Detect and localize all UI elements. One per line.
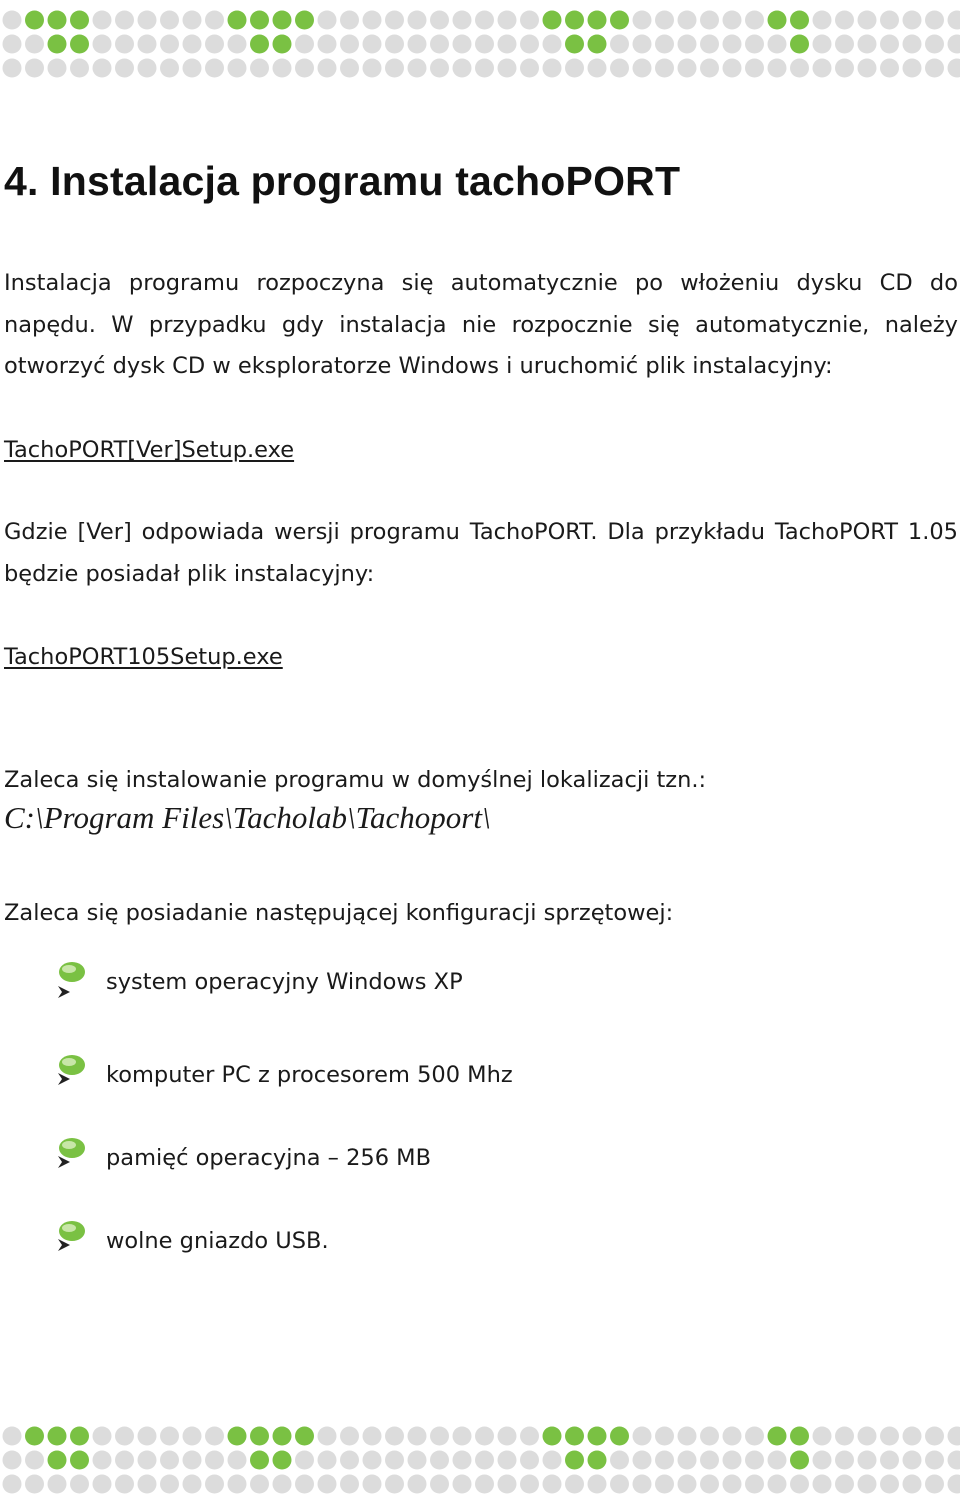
decorative-dot bbox=[723, 11, 742, 30]
decorative-dot bbox=[295, 59, 314, 78]
decorative-dot bbox=[183, 1475, 202, 1494]
decorative-dot bbox=[880, 35, 899, 54]
decorative-dot bbox=[183, 35, 202, 54]
decorative-dot bbox=[745, 1451, 764, 1470]
decorative-dot bbox=[610, 1427, 629, 1446]
decorative-dot bbox=[475, 59, 494, 78]
default-install-path: C:\Program Files\Tacholab\Tachoport\ bbox=[4, 800, 491, 835]
dot-pattern-graphic bbox=[0, 1424, 960, 1500]
requirement-item bbox=[52, 960, 752, 1004]
decorative-dot bbox=[588, 11, 607, 30]
decorative-dot bbox=[520, 35, 539, 54]
setup-file-name: TachoPORT[Ver]Setup.exe bbox=[4, 437, 295, 463]
decorative-dot bbox=[340, 1451, 359, 1470]
decorative-dot bbox=[948, 35, 960, 54]
decorative-dot bbox=[430, 1451, 449, 1470]
decorative-dot bbox=[858, 1427, 877, 1446]
decorative-dot bbox=[948, 1475, 960, 1494]
decorative-dot bbox=[115, 35, 134, 54]
decorative-dot bbox=[183, 1427, 202, 1446]
decorative-dot bbox=[205, 59, 224, 78]
decorative-dot bbox=[633, 1427, 652, 1446]
decorative-dot bbox=[475, 1475, 494, 1494]
decorative-dot bbox=[408, 59, 427, 78]
decorative-dot bbox=[588, 1451, 607, 1470]
decorative-dot bbox=[385, 1451, 404, 1470]
decorative-dot bbox=[655, 1427, 674, 1446]
decorative-dot bbox=[948, 1427, 960, 1446]
decorative-dot bbox=[678, 1451, 697, 1470]
decorative-dot bbox=[48, 59, 67, 78]
decorative-dot bbox=[25, 59, 44, 78]
decorative-dot bbox=[903, 1427, 922, 1446]
decorative-dot bbox=[925, 35, 944, 54]
decorative-dot bbox=[700, 35, 719, 54]
decorative-dot bbox=[700, 11, 719, 30]
decorative-dot bbox=[93, 1451, 112, 1470]
decorative-dot bbox=[115, 1451, 134, 1470]
decorative-dot bbox=[520, 1427, 539, 1446]
decorative-dot bbox=[160, 35, 179, 54]
decorative-dot bbox=[340, 59, 359, 78]
decorative-dot bbox=[160, 59, 179, 78]
decorative-dot bbox=[25, 1451, 44, 1470]
decorative-dot bbox=[813, 35, 832, 54]
decorative-dot bbox=[25, 1475, 44, 1494]
decorative-dot bbox=[453, 35, 472, 54]
requirement-text: komputer PC z procesorem 500 Mhz bbox=[106, 1062, 513, 1088]
decorative-dot bbox=[835, 1451, 854, 1470]
decorative-dot bbox=[610, 11, 629, 30]
decorative-dot bbox=[295, 1427, 314, 1446]
decorative-dot bbox=[408, 1427, 427, 1446]
decorative-dot bbox=[835, 59, 854, 78]
decorative-dot bbox=[813, 1475, 832, 1494]
decorative-dot bbox=[655, 1451, 674, 1470]
decorative-dot bbox=[498, 1451, 517, 1470]
decorative-dot bbox=[340, 35, 359, 54]
decorative-dot bbox=[790, 1451, 809, 1470]
decorative-dot bbox=[723, 1475, 742, 1494]
decorative-dot bbox=[205, 11, 224, 30]
decorative-dot bbox=[93, 59, 112, 78]
decorative-dot bbox=[925, 1427, 944, 1446]
decorative-dot bbox=[543, 35, 562, 54]
decorative-dot bbox=[948, 59, 960, 78]
decorative-dot bbox=[408, 35, 427, 54]
decorative-dot bbox=[340, 1427, 359, 1446]
decorative-dot bbox=[498, 59, 517, 78]
decorative-dot bbox=[700, 59, 719, 78]
decorative-dot bbox=[70, 1475, 89, 1494]
decorative-dot bbox=[453, 1451, 472, 1470]
footer-dot-pattern bbox=[0, 1424, 960, 1500]
decorative-dot bbox=[543, 1475, 562, 1494]
decorative-dot bbox=[925, 59, 944, 78]
decorative-dot bbox=[138, 35, 157, 54]
decorative-dot bbox=[835, 35, 854, 54]
decorative-dot bbox=[363, 35, 382, 54]
decorative-dot bbox=[813, 59, 832, 78]
decorative-dot bbox=[318, 1427, 337, 1446]
decorative-dot bbox=[723, 1451, 742, 1470]
green-arrow-check-icon bbox=[52, 960, 90, 1002]
decorative-dot bbox=[543, 59, 562, 78]
decorative-dot bbox=[835, 11, 854, 30]
decorative-dot bbox=[93, 1475, 112, 1494]
decorative-dot bbox=[363, 1427, 382, 1446]
decorative-dot bbox=[160, 1451, 179, 1470]
decorative-dot bbox=[498, 1427, 517, 1446]
decorative-dot bbox=[520, 1451, 539, 1470]
decorative-dot bbox=[183, 1451, 202, 1470]
decorative-dot bbox=[250, 59, 269, 78]
decorative-dot bbox=[273, 1451, 292, 1470]
decorative-dot bbox=[655, 59, 674, 78]
decorative-dot bbox=[588, 1427, 607, 1446]
decorative-dot bbox=[633, 1451, 652, 1470]
decorative-dot bbox=[700, 1475, 719, 1494]
decorative-dot bbox=[925, 11, 944, 30]
decorative-dot bbox=[408, 1451, 427, 1470]
decorative-dot bbox=[250, 1475, 269, 1494]
decorative-dot bbox=[273, 1427, 292, 1446]
decorative-dot bbox=[678, 35, 697, 54]
decorative-dot bbox=[295, 1475, 314, 1494]
decorative-dot bbox=[205, 1475, 224, 1494]
decorative-dot bbox=[228, 59, 247, 78]
decorative-dot bbox=[70, 11, 89, 30]
decorative-dot bbox=[723, 35, 742, 54]
requirement-text: pamięć operacyjna – 256 MB bbox=[106, 1145, 432, 1171]
decorative-dot bbox=[48, 1427, 67, 1446]
decorative-dot bbox=[790, 1427, 809, 1446]
decorative-dot bbox=[655, 11, 674, 30]
decorative-dot bbox=[205, 1427, 224, 1446]
decorative-dot bbox=[903, 1475, 922, 1494]
decorative-dot bbox=[633, 1475, 652, 1494]
decorative-dot bbox=[813, 11, 832, 30]
decorative-dot bbox=[48, 11, 67, 30]
decorative-dot bbox=[813, 1451, 832, 1470]
decorative-dot bbox=[700, 1427, 719, 1446]
decorative-dot bbox=[948, 1451, 960, 1470]
decorative-dot bbox=[610, 1451, 629, 1470]
decorative-dot bbox=[408, 1475, 427, 1494]
decorative-dot bbox=[93, 35, 112, 54]
decorative-dot bbox=[430, 11, 449, 30]
decorative-dot bbox=[183, 11, 202, 30]
decorative-dot bbox=[903, 1451, 922, 1470]
decorative-dot bbox=[3, 11, 22, 30]
decorative-dot bbox=[205, 35, 224, 54]
decorative-dot bbox=[745, 59, 764, 78]
decorative-dot bbox=[115, 11, 134, 30]
decorative-dot bbox=[295, 1451, 314, 1470]
decorative-dot bbox=[318, 1451, 337, 1470]
decorative-dot bbox=[768, 59, 787, 78]
decorative-dot bbox=[138, 11, 157, 30]
green-arrow-check-icon bbox=[52, 1053, 90, 1095]
version-note-paragraph: Gdzie [Ver] odpowiada wersji programu TachoPORT. Dla przykładu TachoPORT 1.05 będzie posiadał plik instalacyjny: bbox=[4, 519, 958, 587]
decorative-dot bbox=[160, 1427, 179, 1446]
decorative-dot bbox=[453, 1475, 472, 1494]
decorative-dot bbox=[790, 35, 809, 54]
decorative-dot bbox=[610, 35, 629, 54]
decorative-dot bbox=[925, 1451, 944, 1470]
decorative-dot bbox=[138, 59, 157, 78]
decorative-dot bbox=[273, 59, 292, 78]
decorative-dot bbox=[768, 1427, 787, 1446]
decorative-dot bbox=[475, 1451, 494, 1470]
intro-paragraph: Instalacja programu rozpoczyna się automatycznie po włożeniu dysku CD do napędu. W przypadku gdy instalacja nie rozpocznie się automatycznie, należy otworzyć dysk CD w eksploratorze Windows i uruchomić plik instalacyjny: bbox=[4, 270, 958, 379]
decorative-dot bbox=[70, 35, 89, 54]
decorative-dot bbox=[790, 11, 809, 30]
decorative-dot bbox=[363, 59, 382, 78]
decorative-dot bbox=[363, 1475, 382, 1494]
decorative-dot bbox=[3, 1475, 22, 1494]
decorative-dot bbox=[273, 11, 292, 30]
decorative-dot bbox=[295, 11, 314, 30]
decorative-dot bbox=[543, 1427, 562, 1446]
decorative-dot bbox=[385, 11, 404, 30]
decorative-dot bbox=[318, 35, 337, 54]
decorative-dot bbox=[430, 59, 449, 78]
decorative-dot bbox=[880, 1451, 899, 1470]
decorative-dot bbox=[610, 59, 629, 78]
decorative-dot bbox=[678, 59, 697, 78]
decorative-dot bbox=[138, 1427, 157, 1446]
decorative-dot bbox=[385, 1475, 404, 1494]
decorative-dot bbox=[858, 1475, 877, 1494]
decorative-dot bbox=[138, 1451, 157, 1470]
decorative-dot bbox=[745, 1475, 764, 1494]
requirement-item bbox=[52, 1053, 752, 1097]
decorative-dot bbox=[430, 35, 449, 54]
decorative-dot bbox=[543, 11, 562, 30]
decorative-dot bbox=[70, 59, 89, 78]
requirement-text: wolne gniazdo USB. bbox=[106, 1228, 329, 1254]
decorative-dot bbox=[318, 59, 337, 78]
decorative-dot bbox=[610, 1475, 629, 1494]
decorative-dot bbox=[115, 1475, 134, 1494]
decorative-dot bbox=[768, 11, 787, 30]
decorative-dot bbox=[565, 1427, 584, 1446]
decorative-dot bbox=[3, 59, 22, 78]
decorative-dot bbox=[903, 35, 922, 54]
decorative-dot bbox=[520, 11, 539, 30]
green-arrow-check-icon bbox=[52, 1136, 90, 1178]
requirements-intro: Zaleca się posiadanie następującej konfiguracji sprzętowej: bbox=[4, 900, 674, 926]
decorative-dot bbox=[138, 1475, 157, 1494]
decorative-dot bbox=[835, 1427, 854, 1446]
page-title: 4. Instalacja programu tachoPORT bbox=[4, 158, 681, 204]
decorative-dot bbox=[835, 1475, 854, 1494]
decorative-dot bbox=[228, 1475, 247, 1494]
decorative-dot bbox=[70, 1427, 89, 1446]
decorative-dot bbox=[160, 11, 179, 30]
decorative-dot bbox=[925, 1475, 944, 1494]
decorative-dot bbox=[318, 11, 337, 30]
decorative-dot bbox=[880, 1427, 899, 1446]
header-dot-pattern bbox=[0, 8, 960, 84]
decorative-dot bbox=[318, 1475, 337, 1494]
decorative-dot bbox=[813, 1427, 832, 1446]
decorative-dot bbox=[430, 1427, 449, 1446]
decorative-dot bbox=[93, 1427, 112, 1446]
decorative-dot bbox=[453, 1427, 472, 1446]
decorative-dot bbox=[93, 11, 112, 30]
decorative-dot bbox=[520, 59, 539, 78]
decorative-dot bbox=[453, 11, 472, 30]
decorative-dot bbox=[880, 11, 899, 30]
decorative-dot bbox=[565, 1451, 584, 1470]
decorative-dot bbox=[498, 1475, 517, 1494]
decorative-dot bbox=[475, 35, 494, 54]
requirement-text: system operacyjny Windows XP bbox=[106, 969, 463, 995]
dot-pattern-graphic bbox=[0, 8, 960, 84]
decorative-dot bbox=[228, 1451, 247, 1470]
decorative-dot bbox=[633, 59, 652, 78]
decorative-dot bbox=[3, 1451, 22, 1470]
decorative-dot bbox=[565, 35, 584, 54]
decorative-dot bbox=[768, 35, 787, 54]
decorative-dot bbox=[160, 1475, 179, 1494]
decorative-dot bbox=[498, 35, 517, 54]
decorative-dot bbox=[745, 1427, 764, 1446]
green-arrow-check-icon bbox=[52, 1219, 90, 1261]
decorative-dot bbox=[475, 11, 494, 30]
decorative-dot bbox=[633, 35, 652, 54]
decorative-dot bbox=[453, 59, 472, 78]
decorative-dot bbox=[903, 59, 922, 78]
decorative-dot bbox=[70, 1451, 89, 1470]
decorative-dot bbox=[3, 1427, 22, 1446]
decorative-dot bbox=[340, 1475, 359, 1494]
decorative-dot bbox=[655, 35, 674, 54]
decorative-dot bbox=[48, 1475, 67, 1494]
decorative-dot bbox=[25, 11, 44, 30]
decorative-dot bbox=[588, 1475, 607, 1494]
decorative-dot bbox=[633, 11, 652, 30]
decorative-dot bbox=[48, 1451, 67, 1470]
decorative-dot bbox=[678, 1427, 697, 1446]
decorative-dot bbox=[205, 1451, 224, 1470]
requirement-item bbox=[52, 1219, 752, 1263]
decorative-dot bbox=[768, 1475, 787, 1494]
example-file-name: TachoPORT105Setup.exe bbox=[4, 644, 283, 670]
location-note: Zaleca się instalowanie programu w domyślnej lokalizacji tzn.: bbox=[4, 767, 707, 793]
decorative-dot bbox=[948, 11, 960, 30]
decorative-dot bbox=[363, 1451, 382, 1470]
decorative-dot bbox=[25, 35, 44, 54]
decorative-dot bbox=[273, 35, 292, 54]
decorative-dot bbox=[880, 1475, 899, 1494]
decorative-dot bbox=[678, 11, 697, 30]
decorative-dot bbox=[520, 1475, 539, 1494]
decorative-dot bbox=[723, 59, 742, 78]
decorative-dot bbox=[385, 1427, 404, 1446]
decorative-dot bbox=[408, 11, 427, 30]
decorative-dot bbox=[183, 59, 202, 78]
decorative-dot bbox=[880, 59, 899, 78]
decorative-dot bbox=[790, 1475, 809, 1494]
decorative-dot bbox=[115, 1427, 134, 1446]
decorative-dot bbox=[745, 35, 764, 54]
decorative-dot bbox=[768, 1451, 787, 1470]
decorative-dot bbox=[543, 1451, 562, 1470]
decorative-dot bbox=[25, 1427, 44, 1446]
decorative-dot bbox=[3, 35, 22, 54]
decorative-dot bbox=[565, 11, 584, 30]
decorative-dot bbox=[295, 35, 314, 54]
decorative-dot bbox=[858, 59, 877, 78]
decorative-dot bbox=[655, 1475, 674, 1494]
decorative-dot bbox=[250, 1427, 269, 1446]
decorative-dot bbox=[228, 1427, 247, 1446]
decorative-dot bbox=[858, 1451, 877, 1470]
decorative-dot bbox=[858, 11, 877, 30]
decorative-dot bbox=[790, 59, 809, 78]
decorative-dot bbox=[588, 35, 607, 54]
decorative-dot bbox=[340, 11, 359, 30]
decorative-dot bbox=[475, 1427, 494, 1446]
decorative-dot bbox=[745, 11, 764, 30]
decorative-dot bbox=[723, 1427, 742, 1446]
decorative-dot bbox=[678, 1475, 697, 1494]
decorative-dot bbox=[273, 1475, 292, 1494]
decorative-dot bbox=[228, 35, 247, 54]
decorative-dot bbox=[565, 1475, 584, 1494]
decorative-dot bbox=[250, 1451, 269, 1470]
decorative-dot bbox=[565, 59, 584, 78]
decorative-dot bbox=[430, 1475, 449, 1494]
decorative-dot bbox=[385, 35, 404, 54]
requirement-item bbox=[52, 1136, 752, 1180]
decorative-dot bbox=[115, 59, 134, 78]
decorative-dot bbox=[858, 35, 877, 54]
decorative-dot bbox=[498, 11, 517, 30]
decorative-dot bbox=[228, 11, 247, 30]
decorative-dot bbox=[700, 1451, 719, 1470]
decorative-dot bbox=[250, 35, 269, 54]
decorative-dot bbox=[588, 59, 607, 78]
decorative-dot bbox=[903, 11, 922, 30]
decorative-dot bbox=[363, 11, 382, 30]
decorative-dot bbox=[250, 11, 269, 30]
decorative-dot bbox=[48, 35, 67, 54]
decorative-dot bbox=[385, 59, 404, 78]
